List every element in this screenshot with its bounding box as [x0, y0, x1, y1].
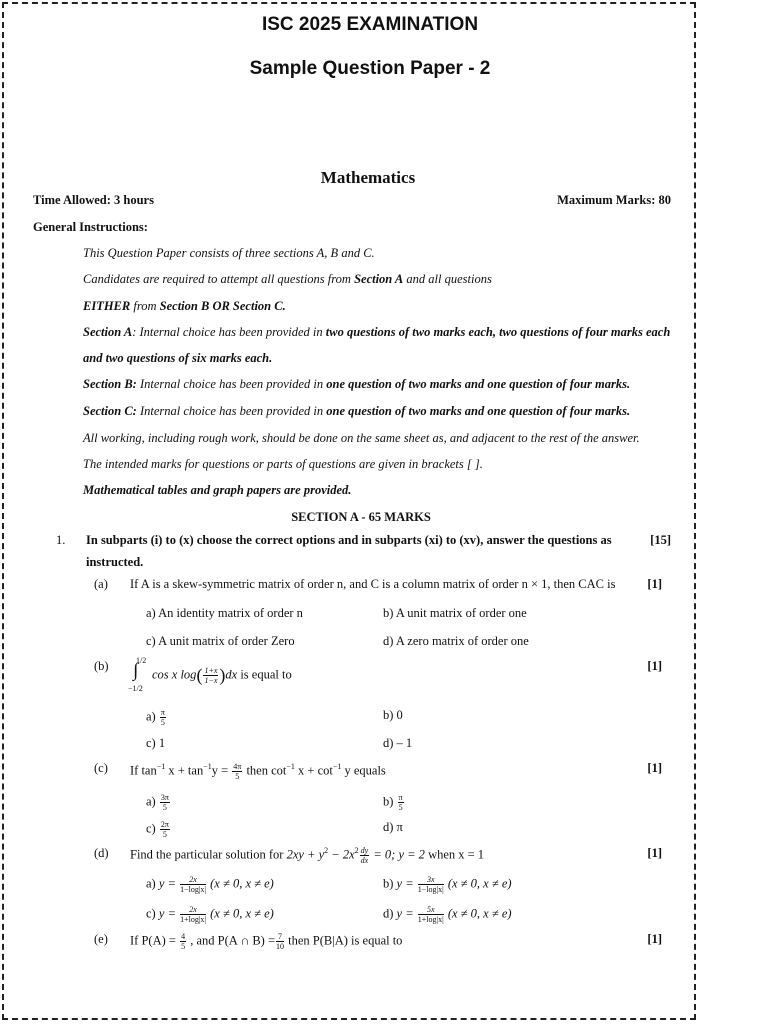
section-a-heading: SECTION A - 65 MARKS — [291, 510, 431, 524]
part-c-label: (c) — [94, 761, 108, 775]
part-d-t1: Find the particular solution for — [130, 847, 287, 862]
instruction-7 — [83, 404, 630, 419]
part-d-option-b-prefix: b) — [383, 876, 397, 891]
part-c-option-c-fraction — [160, 820, 170, 839]
instruction-4-text-b: : Internal choice has been provided in — [132, 325, 326, 339]
part-e-fraction-2-den: 10 — [276, 942, 285, 951]
part-b-option-a-den: 5 — [160, 718, 165, 727]
question-1-number: 1. — [56, 533, 66, 547]
question-1-text-line-1: In subparts (i) to (x) choose the correct options and in subparts (xi) to (xv), answer the questions as — [86, 533, 612, 547]
part-d-option-d-prefix: d) — [383, 906, 397, 921]
part-b-option-c: c) 1 — [146, 736, 166, 750]
maximum-marks: Maximum Marks: 80 — [557, 193, 671, 207]
part-c-option-b-den: 5 — [398, 803, 403, 812]
part-d-fraction-num: dy — [360, 846, 369, 855]
part-d-option-c-fraction — [180, 905, 206, 924]
instruction-2-text-a: Candidates are required to attempt all questions from — [83, 272, 355, 286]
part-d-option-b-y: y = — [396, 876, 417, 891]
instruction-6 — [83, 377, 630, 392]
instruction-4-text-c: two questions of two marks each, two questions of four marks each — [325, 325, 671, 339]
part-d-option-d-y: y = — [396, 906, 417, 921]
general-instructions-heading: General Instructions: — [33, 220, 148, 234]
part-b-expr-a: cos x log — [152, 667, 197, 682]
part-d-sq-1: 2 — [324, 846, 329, 856]
part-d-option-a-prefix: a) — [146, 876, 159, 891]
part-b-upper-limit: 1/2 — [136, 656, 147, 665]
part-d-option-d-num: 5x — [418, 905, 444, 915]
part-b-option-a — [146, 708, 167, 727]
part-d-question — [130, 846, 484, 865]
part-c-t6: y equals — [341, 763, 386, 778]
instruction-9: The intended marks for questions or parts of questions are given in brackets [ ]. — [83, 457, 483, 471]
part-c-option-a — [146, 793, 171, 812]
part-e-fraction-1-num: 4 — [181, 932, 186, 941]
part-d-eq2: − 2x — [328, 847, 355, 862]
instruction-3-text-b: from — [130, 299, 160, 313]
part-b-integral-sign: ∫ — [133, 660, 139, 681]
part-c-t2: x + tan — [165, 763, 204, 778]
instruction-2-text-c: and all questions — [403, 272, 492, 286]
part-c-fraction-num: 4π — [233, 762, 242, 771]
part-d-option-c-den: 1+log|x| — [180, 915, 207, 924]
part-d-option-d-fraction — [418, 905, 444, 924]
part-b-expr-b: dx — [225, 667, 238, 682]
part-b-option-b: b) 0 — [383, 708, 403, 722]
instruction-8: All working, including rough work, should be done on the same sheet as, and adjacent to the rest of the answer. — [83, 431, 640, 445]
part-b-fraction-num: 1+x — [204, 666, 218, 675]
instruction-6-text-c: one question of two marks and one question of four marks. — [326, 377, 631, 391]
instruction-4 — [83, 325, 670, 340]
part-c-fraction-den: 5 — [235, 772, 240, 781]
part-e-label: (e) — [94, 932, 108, 946]
part-d-option-c-prefix: c) — [146, 906, 159, 921]
part-c-option-b-fraction — [398, 793, 404, 812]
part-a-option-d: d) A zero matrix of order one — [383, 634, 529, 648]
instruction-4-text-a: Section A — [83, 325, 133, 339]
part-d-option-b-fraction — [418, 875, 444, 894]
part-e-marks: [1] — [647, 932, 662, 946]
part-b-option-a-num: π — [160, 708, 165, 717]
part-c-t4: then cot — [243, 763, 287, 778]
part-b-option-a-fraction — [160, 708, 166, 727]
part-d-sq-2: 2 — [354, 846, 359, 856]
instruction-3 — [83, 299, 286, 314]
part-c-option-c — [146, 820, 171, 839]
part-d-marks: [1] — [647, 846, 662, 860]
part-c-option-a-prefix: a) — [146, 794, 159, 809]
part-d-option-a-den: 1−log|x| — [180, 885, 207, 894]
part-c-option-b — [383, 793, 405, 812]
part-d-option-c-y: y = — [158, 906, 180, 921]
part-a-option-b: b) A unit matrix of order one — [383, 606, 527, 620]
part-c-option-a-den: 5 — [162, 803, 167, 812]
part-d-t2: when x = 1 — [424, 847, 485, 862]
instruction-10: Mathematical tables and graph papers are provided. — [83, 483, 352, 497]
part-d-option-b-den: 1−log|x| — [417, 885, 444, 894]
part-d-option-a — [146, 875, 274, 894]
exam-title: ISC 2025 EXAMINATION — [261, 14, 479, 35]
instruction-2-text-b: Section A — [354, 272, 404, 286]
part-d-option-c — [146, 905, 274, 924]
instruction-7-text-a: Section C: — [83, 404, 137, 418]
part-e-question — [130, 932, 402, 951]
part-e-t1: If P(A) = — [130, 933, 180, 948]
part-c-option-a-fraction — [160, 793, 170, 812]
instruction-3-text-c: Section B OR Section C. — [159, 299, 286, 313]
part-e-fraction-1-den: 5 — [181, 942, 186, 951]
subject-title: Mathematics — [320, 168, 416, 187]
question-1-marks: [15] — [650, 533, 671, 547]
instruction-7-text-c: one question of two marks and one question of four marks. — [326, 404, 631, 418]
part-b-fraction-den: 1−x — [204, 676, 218, 685]
part-b-expression: cos x log( $\frac{1+x}{1-x}$ )dx is equal to — [152, 665, 292, 685]
part-c-option-d: d) π — [383, 820, 403, 834]
part-d-option-d — [383, 905, 512, 924]
part-a-marks: [1] — [647, 577, 662, 591]
part-d-option-c-cond: (x ≠ 0, x ≠ e) — [207, 906, 274, 921]
instruction-5: and two questions of six marks each. — [83, 351, 273, 365]
part-d-option-a-cond: (x ≠ 0, x ≠ e) — [207, 876, 274, 891]
part-b-label: (b) — [94, 659, 109, 673]
part-e-t3: then P(B|A) is equal to — [285, 933, 403, 948]
part-d-option-a-y: y = — [158, 876, 180, 891]
part-c-option-c-prefix: c) — [146, 821, 159, 836]
paper-title: Sample Question Paper - 2 — [249, 58, 491, 79]
part-a-question: If A is a skew-symmetric matrix of order n, and C is a column matrix of order n × 1, then CAC is — [130, 577, 616, 591]
part-c-marks: [1] — [647, 761, 662, 775]
part-c-sup-3: −1 — [286, 762, 295, 772]
instruction-3-text-a: EITHER — [83, 299, 131, 313]
part-b-option-a-prefix: a) — [146, 709, 159, 724]
instruction-6-text-b: Internal choice has been provided in — [136, 377, 327, 391]
part-c-sup-1: −1 — [156, 762, 166, 772]
instruction-6-text-a: Section B: — [83, 377, 137, 391]
part-e-fraction-2-num: 7 — [278, 932, 283, 941]
part-c-t3: y = — [211, 763, 232, 778]
part-d-option-d-den: 1+log|x| — [417, 915, 444, 924]
part-d-fraction-den: dx — [360, 856, 369, 865]
part-d-option-d-cond: (x ≠ 0, x ≠ e) — [444, 906, 512, 921]
part-c-sup-2: −1 — [203, 762, 212, 772]
part-e-t2: , and P(A ∩ B) = — [187, 933, 276, 948]
part-c-option-c-den: 5 — [162, 830, 167, 839]
part-d-label: (d) — [94, 846, 109, 860]
part-d-fraction — [360, 846, 370, 865]
part-a-label: (a) — [94, 577, 108, 591]
part-c-sup-4: −1 — [332, 762, 342, 772]
part-c-question — [130, 762, 386, 781]
part-d-option-b — [383, 875, 512, 894]
part-c-t1: If tan — [130, 763, 157, 778]
part-c-option-c-num: 2π — [160, 820, 169, 829]
part-d-eq3: = 0; y = 2 — [370, 847, 425, 862]
part-d-option-a-num: 2x — [180, 875, 206, 885]
time-allowed: Time Allowed: 3 hours — [33, 193, 154, 207]
part-d-option-b-num: 3x — [418, 875, 444, 885]
part-e-fraction-1 — [180, 932, 186, 951]
part-a-option-a: a) An identity matrix of order n — [146, 606, 303, 620]
part-c-option-b-num: π — [398, 793, 403, 802]
part-c-fraction — [232, 762, 242, 781]
part-e-fraction-2 — [276, 932, 284, 951]
part-d-option-b-cond: (x ≠ 0, x ≠ e) — [444, 876, 512, 891]
instruction-1: This Question Paper consists of three sections A, B and C. — [83, 246, 375, 260]
part-b-fraction — [203, 666, 218, 685]
part-a-option-c: c) A unit matrix of order Zero — [146, 634, 295, 648]
part-b-option-d: d) – 1 — [383, 736, 413, 750]
part-b-tail: is equal to — [237, 667, 292, 682]
instruction-2 — [83, 272, 492, 287]
question-1-text-line-2: instructed. — [86, 555, 144, 569]
part-d-option-a-fraction — [180, 875, 206, 894]
part-d-eq1: 2xy + y — [286, 847, 325, 862]
part-c-t5: x + cot — [294, 763, 333, 778]
instruction-7-text-b: Internal choice has been provided in — [136, 404, 327, 418]
part-b-lower-limit: −1/2 — [128, 684, 143, 693]
part-c-option-b-prefix: b) — [383, 794, 397, 809]
part-c-option-a-num: 3π — [160, 793, 169, 802]
part-d-option-c-num: 2x — [180, 905, 206, 915]
part-b-marks: [1] — [647, 659, 662, 673]
